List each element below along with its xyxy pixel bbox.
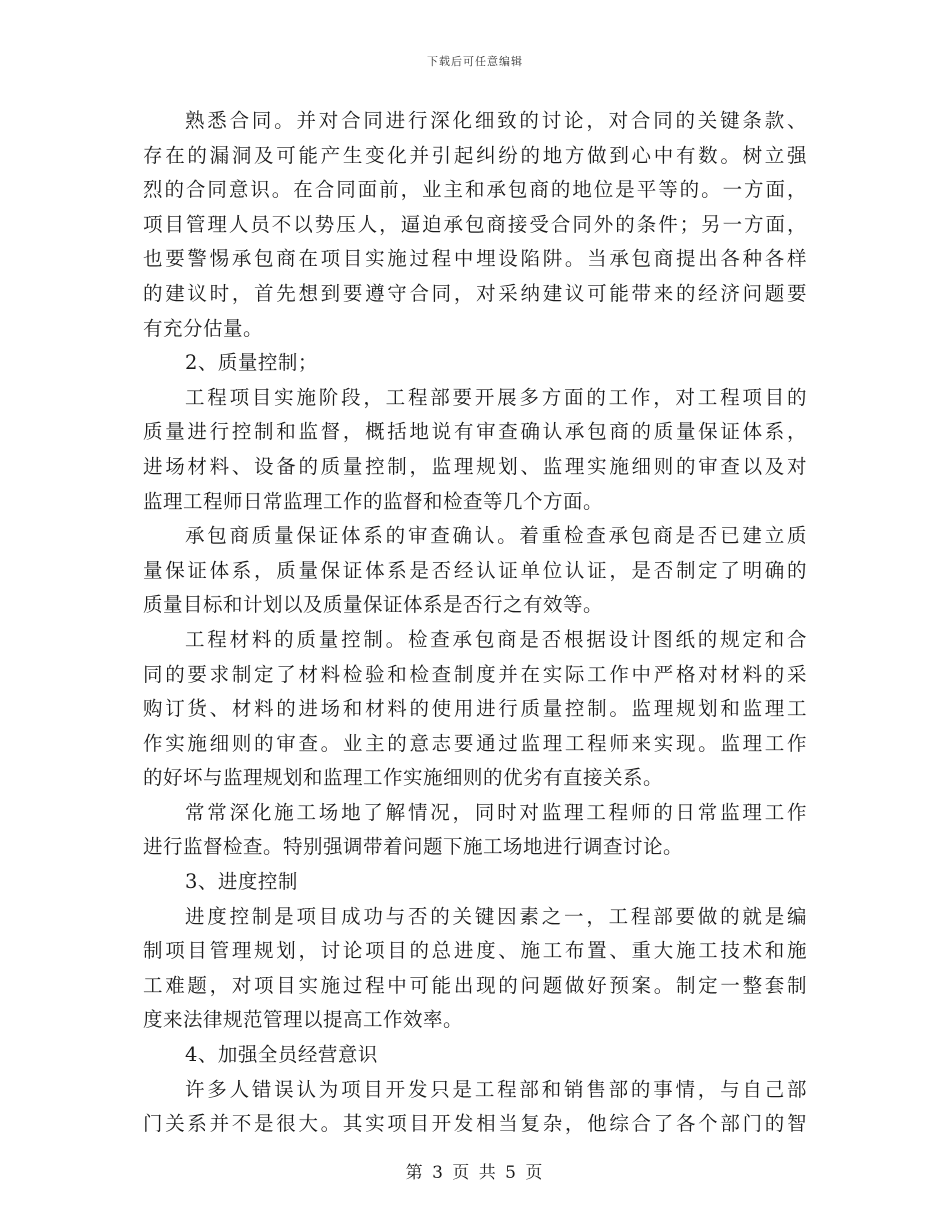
- text-line: 监理工程师日常监理工作的监督和检查等几个方面。: [143, 489, 604, 513]
- text-line: 工难题，对项目实施过程中可能出现的问题做好预案。制定一整套制: [143, 973, 807, 997]
- document-body: [143, 104, 807, 1142]
- text-line: 常常深化施工场地了解情况，同时对监理工程师的日常监理工作: [185, 800, 807, 824]
- text-line: 也要警惕承包商在项目实施过程中埋设陷阱。当承包商提出各种各样: [143, 247, 807, 271]
- text-line: 工程材料的质量控制。检查承包商是否根据设计图纸的规定和合: [185, 627, 807, 651]
- text-line: 工程项目实施阶段，工程部要开展多方面的工作，对工程项目的: [185, 385, 807, 409]
- text-line: 项目管理人员不以势压人，逼迫承包商接受合同外的条件；另一方面，: [143, 212, 807, 236]
- text-line: 制项目管理规划，讨论项目的总进度、施工布置、重大施工技术和施: [143, 939, 807, 963]
- text-line: 购订货、材料的进场和材料的使用进行质量控制。监理规划和监理工: [143, 697, 807, 721]
- text-line: 进场材料、设备的质量控制，监理规划、监理实施细则的审查以及对: [143, 454, 807, 478]
- text-line: 质量目标和计划以及质量保证体系是否行之有效等。: [143, 593, 604, 617]
- page-header: 下载后可任意编辑: [427, 55, 523, 68]
- text-line: 承包商质量保证体系的审查确认。着重检查承包商是否已建立质: [185, 524, 807, 548]
- section-heading: 3、进度控制: [185, 870, 298, 894]
- text-line: 熟悉合同。并对合同进行深化细致的讨论，对合同的关键条款、: [185, 109, 807, 132]
- text-line: 的建议时，首先想到要遵守合同，对采纳建议可能带来的经济问题要: [143, 281, 807, 305]
- text-line: 存在的漏洞及可能产生变化并引起纠纷的地方做到心中有数。树立强: [143, 143, 807, 167]
- text-line: 作实施细则的审查。业主的意志要通过监理工程师来实现。监理工作: [143, 731, 807, 755]
- text-line: 度来法律规范管理以提高工作效率。: [143, 1008, 464, 1032]
- text-line: 门关系并不是很大。其实项目开发相当复杂，他综合了各个部门的智: [143, 1112, 807, 1136]
- text-line: 进行监督检查。特别强调带着问题下施工场地进行调查讨论。: [143, 835, 684, 859]
- text-line: 许多人错误认为项目开发只是工程部和销售部的事情，与自己部: [185, 1077, 807, 1101]
- text-line: 质量进行控制和监督，概括地说有审查确认承包商的质量保证体系，: [143, 420, 807, 444]
- text-line: 量保证体系，质量保证体系是否经认证单位认证，是否制定了明确的: [143, 558, 807, 582]
- text-line: 烈的合同意识。在合同面前，业主和承包商的地位是平等的。一方面，: [143, 178, 807, 202]
- text-line: 的好坏与监理规划和监理工作实施细则的优劣有直接关系。: [143, 766, 664, 790]
- text-line: 有充分估量。: [143, 316, 264, 340]
- section-heading: 4、加强全员经营意识: [185, 1043, 378, 1067]
- section-heading: 2、质量控制；: [185, 351, 318, 375]
- text-line: 进度控制是项目成功与否的关键因素之一，工程部要做的就是编: [185, 904, 807, 928]
- text-line: 同的要求制定了材料检验和检查制度并在实际工作中严格对材料的采: [143, 662, 807, 686]
- page-number-footer: 第 3 页 共 5 页: [405, 1163, 545, 1183]
